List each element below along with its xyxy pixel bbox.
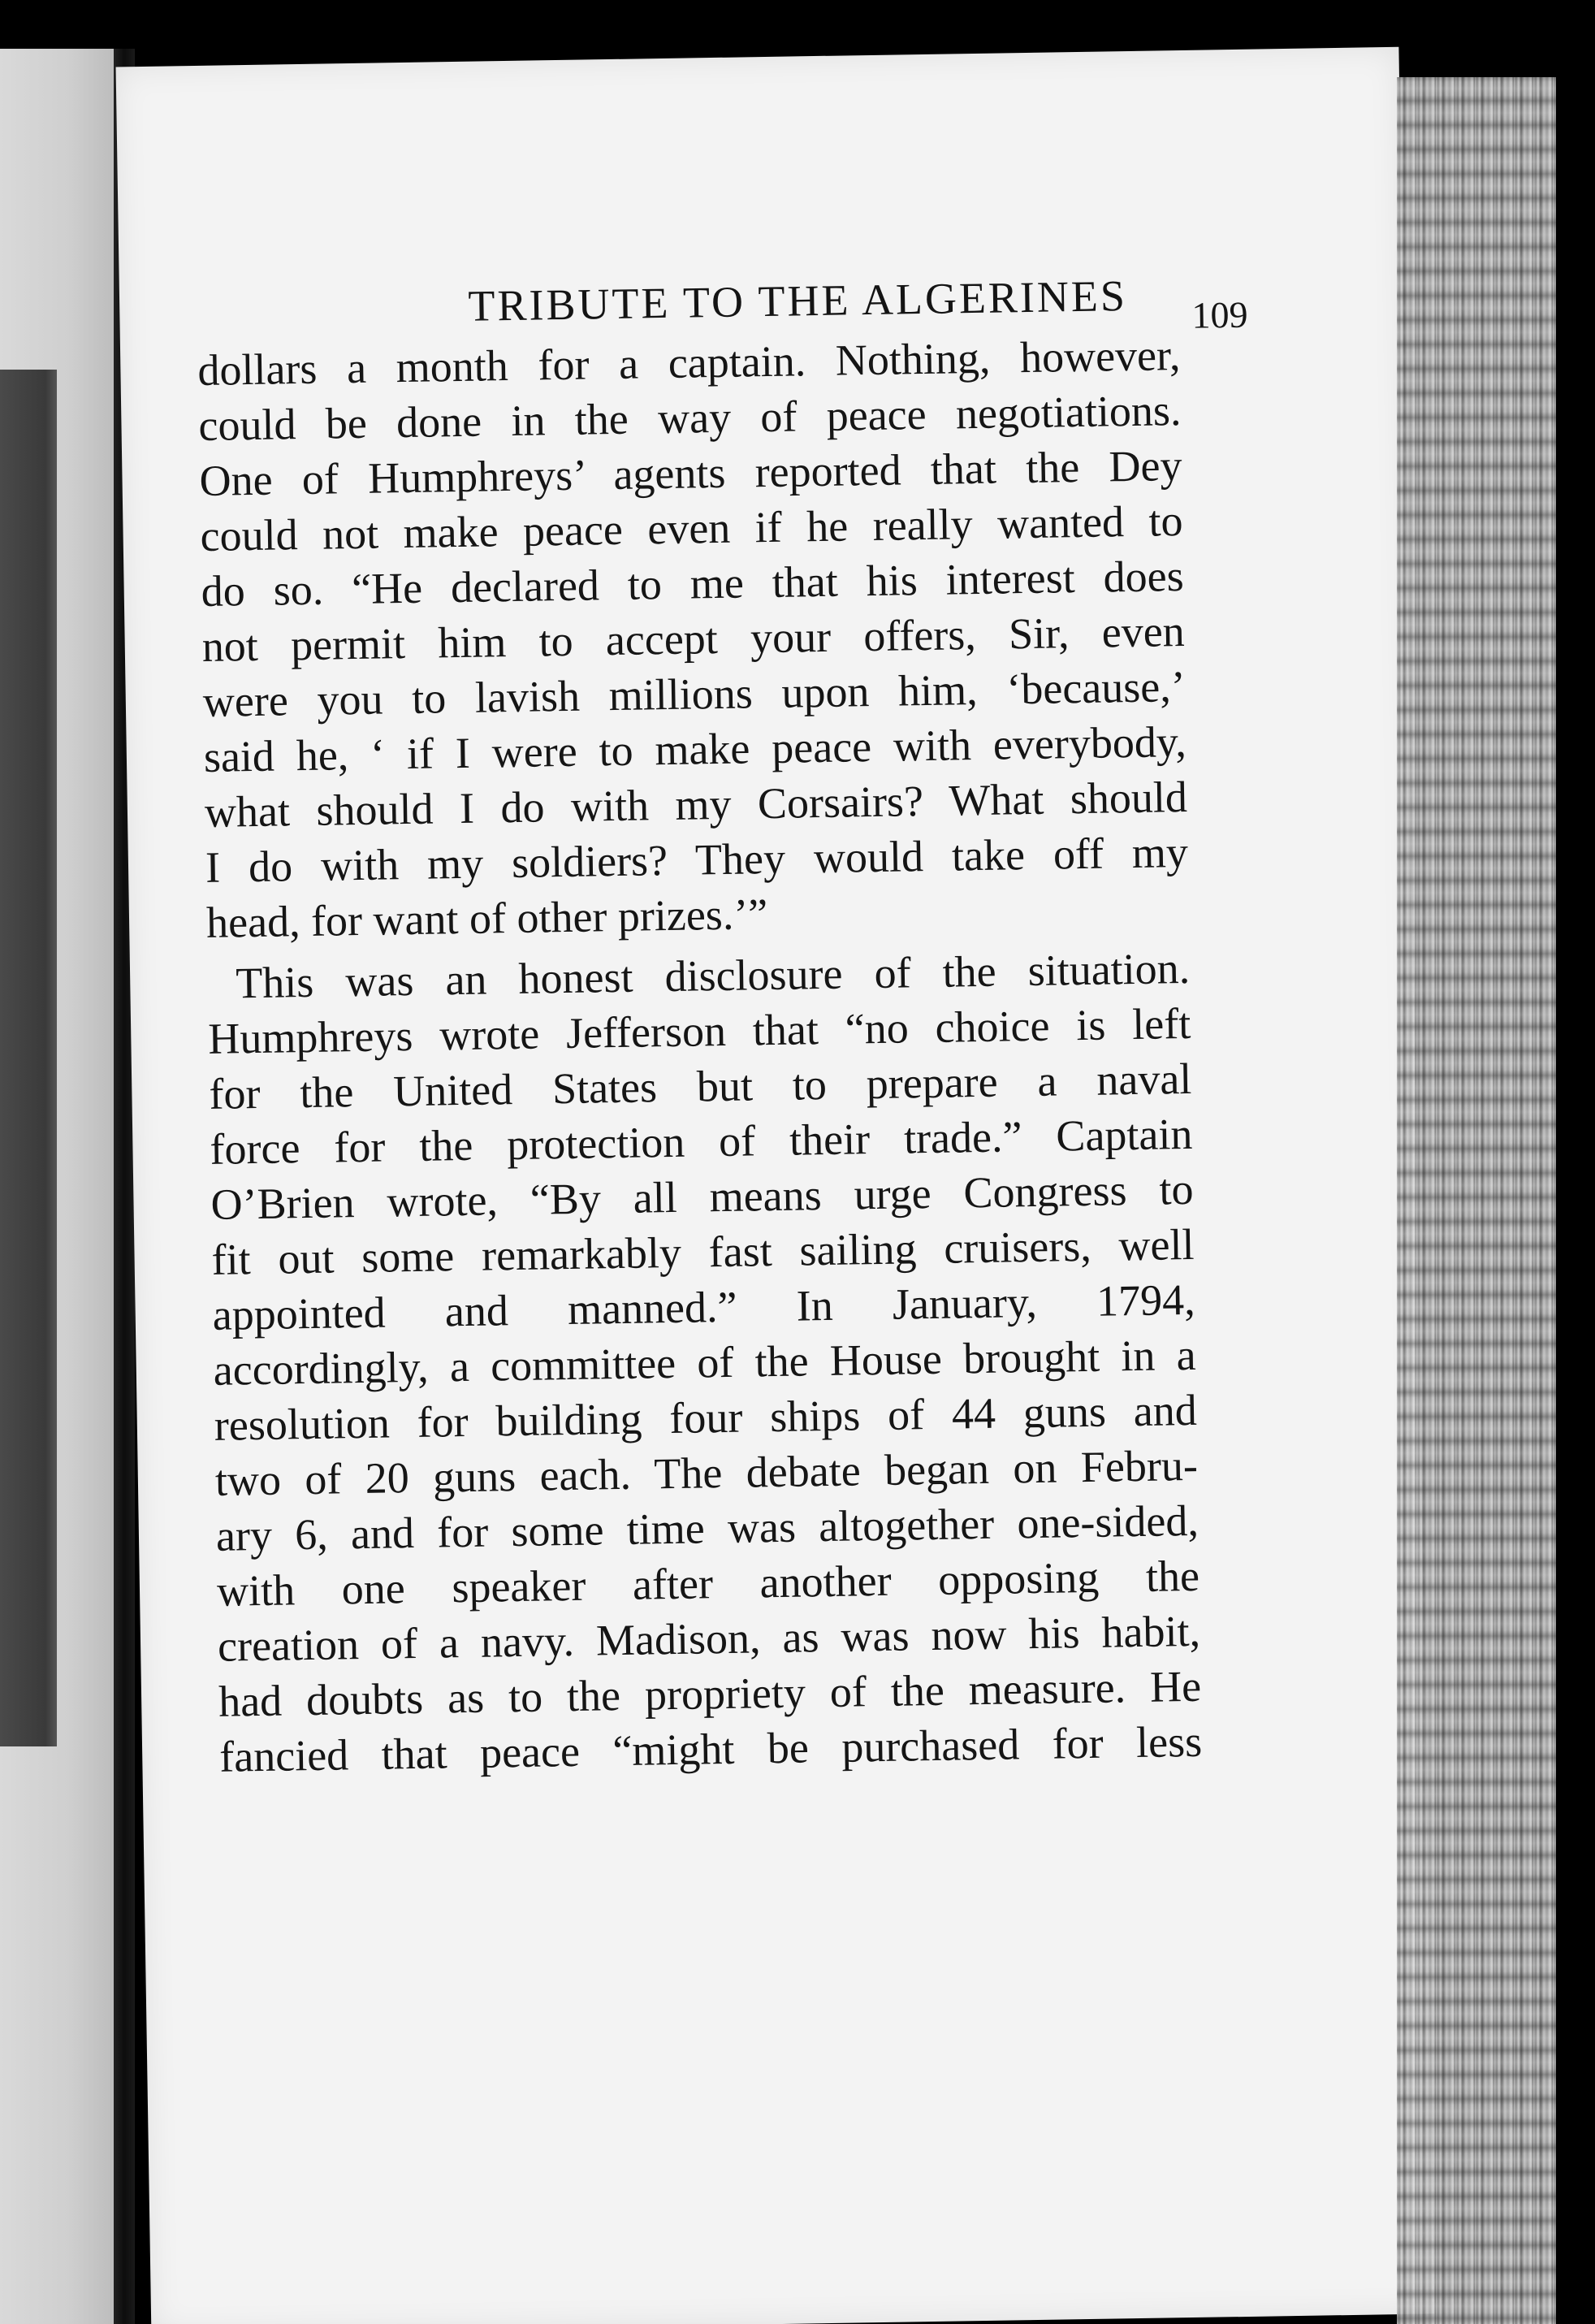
text-line: This was an honest disclosure of the situation. — [235, 943, 1191, 1008]
text-line: dollars a month for a captain. Nothing, however, — [197, 331, 1181, 396]
text-line: could be done in the way of peace negotiations. — [198, 385, 1182, 450]
page — [116, 47, 1435, 2324]
text-line: said he, ‘ if I were to make peace with everybody, — [203, 716, 1187, 781]
text-line: accordingly, a committee of the House brought in a — [213, 1330, 1197, 1395]
text-line: fit out some remarkably fast sailing cruisers, well — [211, 1219, 1195, 1284]
text-line: Humphreys wrote Jefferson that “no choice is left — [207, 998, 1191, 1063]
text-line: could not make peace even if he really wanted to — [200, 496, 1183, 560]
page-number: 109 — [1191, 293, 1248, 336]
page-stack-shading — [1397, 77, 1556, 2324]
text-line: force for the protection of their trade.” Captain — [210, 1109, 1193, 1174]
text-line: what should I do with my Corsairs? What should — [204, 772, 1188, 837]
text-line: do so. “He declared to me that his interest does — [201, 551, 1185, 616]
text-line: two of 20 guns each. The debate began on Febru- — [214, 1440, 1199, 1505]
text-line: ary 6, and for some time was altogether one-sided, — [215, 1495, 1199, 1560]
text-line: fancied that peace “might be purchased for less — [218, 1716, 1203, 1781]
text-line: for the United States but to prepare a naval — [208, 1054, 1192, 1119]
text-line: creation of a navy. Madison, as was now his habit, — [217, 1606, 1201, 1671]
scan-border — [1556, 0, 1595, 2324]
text-line: with one speaker after another opposing the — [216, 1551, 1200, 1616]
text-line: appointed and manned.” In January, 1794, — [212, 1275, 1196, 1339]
text-line: One of Humphreys’ agents reported that the Dey — [199, 440, 1182, 505]
text-line: I do with my soldiers? They would take off my — [205, 827, 1189, 892]
text-line: had doubts as to the propriety of the measure. He — [218, 1661, 1202, 1726]
running-head-title: TRIBUTE TO THE ALGERINES — [468, 271, 1128, 331]
text-line: resolution for building four ships of 44 guns and — [214, 1385, 1198, 1450]
text-line: not permit him to accept your offers, Sir, even — [201, 606, 1186, 671]
text-line: O’Brien wrote, “By all means urge Congress to — [210, 1164, 1194, 1229]
adjacent-page-shadow — [0, 370, 57, 1746]
text-line: were you to lavish millions upon him, ‘because,’ — [202, 661, 1187, 726]
text-line: head, for want of other prizes.’” — [205, 889, 768, 947]
